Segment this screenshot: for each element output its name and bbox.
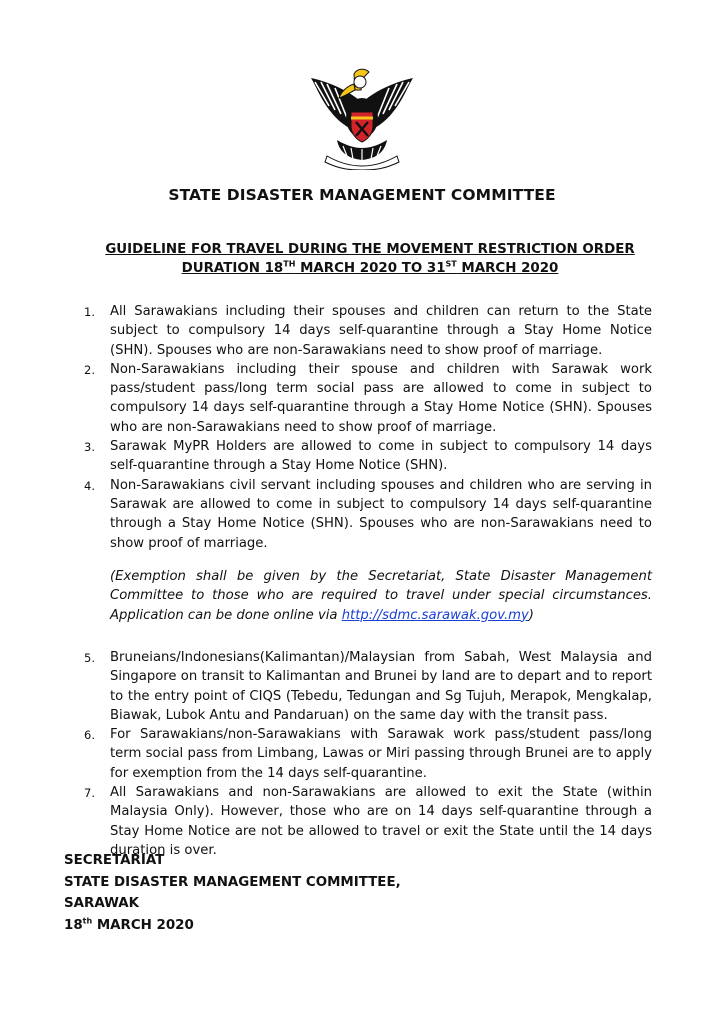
sarawak-crest-icon [307, 60, 417, 170]
list-item: 1. All Sarawakians including their spouses and children can return to the State subject to compulsory 14 days self-quarantine through a Stay Home Notice (SHN). Spouses who are non-Sarawakians need to show proof of marriage. [84, 304, 652, 358]
guideline-heading [60, 240, 680, 278]
list-item: 2. Non-Sarawakians including their spouse and children with Sarawak work pass/student pass/long term social pass are allowed to come in subject to compulsory 14 days self-quarantine through a Stay Home Notice (SHN). Spouses who are non-Sarawakians need to show proof of marriage. [84, 361, 652, 435]
signoff-committee: STATE DISASTER MANAGEMENT COMMITTEE, [64, 874, 401, 890]
list-item: 6. For Sarawakians/non-Sarawakians with Sarawak work pass/student pass/long term social pass from Limbang, Lawas or Miri passing through Brunei are to apply for exemption from the 14 days self-quarantine. [84, 727, 652, 781]
guideline-line-2: DURATION 18TH MARCH 2020 TO 31ST MARCH 2020 [181, 259, 559, 276]
signoff-date: 18th MARCH 2020 [64, 916, 194, 933]
guideline-list-second [72, 648, 652, 860]
committee-title: STATE DISASTER MANAGEMENT COMMITTEE [168, 186, 556, 204]
sdmc-website-link[interactable]: http://sdmc.sarawak.gov.my [341, 607, 529, 623]
list-item: 5. Bruneians/Indonesians(Kalimantan)/Malaysian from Sabah, West Malaysia and Singapore on transit to Kalimantan and Brunei by land are to depart and to report to the entry point of CIQS (Tebedu, Tedungan and Sg Tujuh, Merapok, Mengkalap, Biawak, Lubok Antu and Pandaruan) on the same day with the transit pass. [84, 650, 652, 723]
guideline-list-first [72, 302, 652, 553]
signoff-state: SARAWAK [64, 896, 139, 911]
exemption-note: (Exemption shall be given by the Secretariat, State Disaster Management Committee to those who are required to travel under special circumstances. Application can be done online via http://sdmc.sarawak.gov.my) [110, 569, 652, 623]
list-item: 3. Sarawak MyPR Holders are allowed to come in subject to compulsory 14 days self-quarantine through a Stay Home Notice (SHN). [84, 439, 652, 474]
signoff-block [64, 850, 401, 936]
list-item: 4. Non-Sarawakians civil servant including spouses and children who are serving in Sarawak are allowed to come in subject to compulsory 14 days self-quarantine through a Stay Home Notice (SHN). Spouses who are non-Sarawakians need to show proof of marriage. [84, 477, 652, 551]
signoff-secretariat: SECRETARIAT [64, 853, 165, 868]
guideline-line-1: GUIDELINE FOR TRAVEL DURING THE MOVEMENT RESTRICTION ORDER [105, 242, 635, 257]
list-item: 7. All Sarawakians and non-Sarawakians are allowed to exit the State (within Malaysia Only). However, those who are on 14 days self-quarantine through a Stay Home Notice are not be allowed to travel or exit the State until the 14 days duration is over. [84, 785, 652, 858]
